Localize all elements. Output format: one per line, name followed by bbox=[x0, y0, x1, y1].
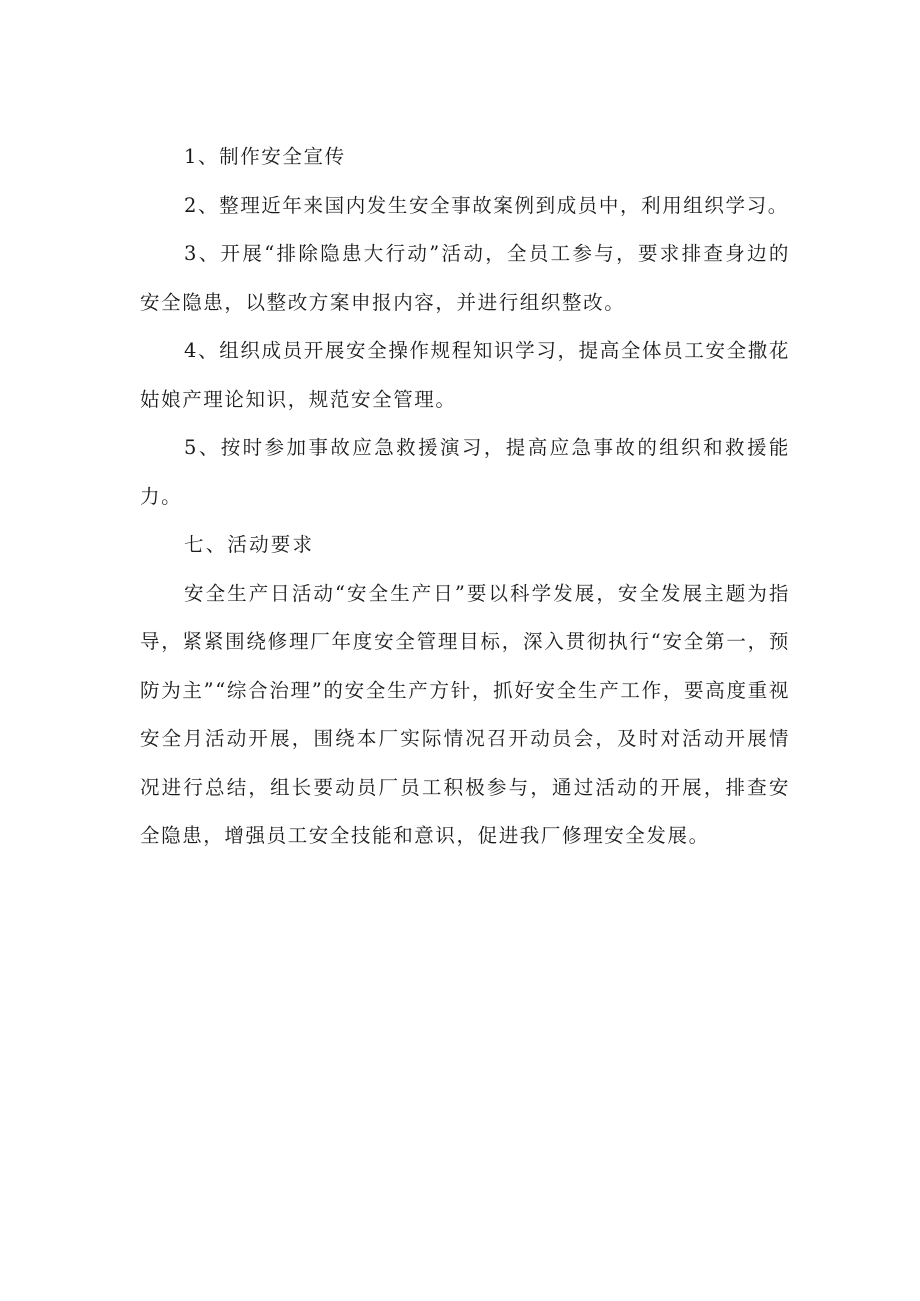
list-item-safety-procedure-study: 4、组织成员开展安全操作规程知识学习，提高全体员工安全撒花姑娘产理论知识，规范安全管理。 bbox=[140, 339, 790, 411]
list-item-organize-accident-cases: 2、整理近年来国内发生安全事故案例到成员中，利用组织学习。 bbox=[184, 193, 789, 217]
list-item-emergency-drill: 5、按时参加事故应急救援演习，提高应急事故的组织和救援能力。 bbox=[140, 436, 790, 508]
document-body bbox=[140, 133, 790, 861]
section-heading-activity-requirements: 七、活动要求 bbox=[184, 533, 315, 556]
activity-requirements-paragraph: 安全生产日活动“安全生产日”要以科学发展，安全发展主题为指导，紧紧围绕修理厂年度安全管理目标，深入贯彻执行“安全第一，预防为主”“综合治理”的安全生产方针，抓好安全生产工作，要高度重视安全月活动开展，围绕本厂实际情况召开动员会，及时对活动开展情况进行总结，组长要动员厂员工积极参与，通过活动的开展，排查安全隐患，增强员工安全技能和意识，促进我厂修理安全发展。 bbox=[140, 581, 790, 847]
list-item-make-safety-publicity: 1、制作安全宣传 bbox=[184, 145, 346, 168]
list-item-hazard-elimination-campaign: 3、开展“排除隐患大行动”活动，全员工参与，要求排查身边的安全隐患，以整改方案申报内容，并进行组织整改。 bbox=[140, 242, 790, 314]
